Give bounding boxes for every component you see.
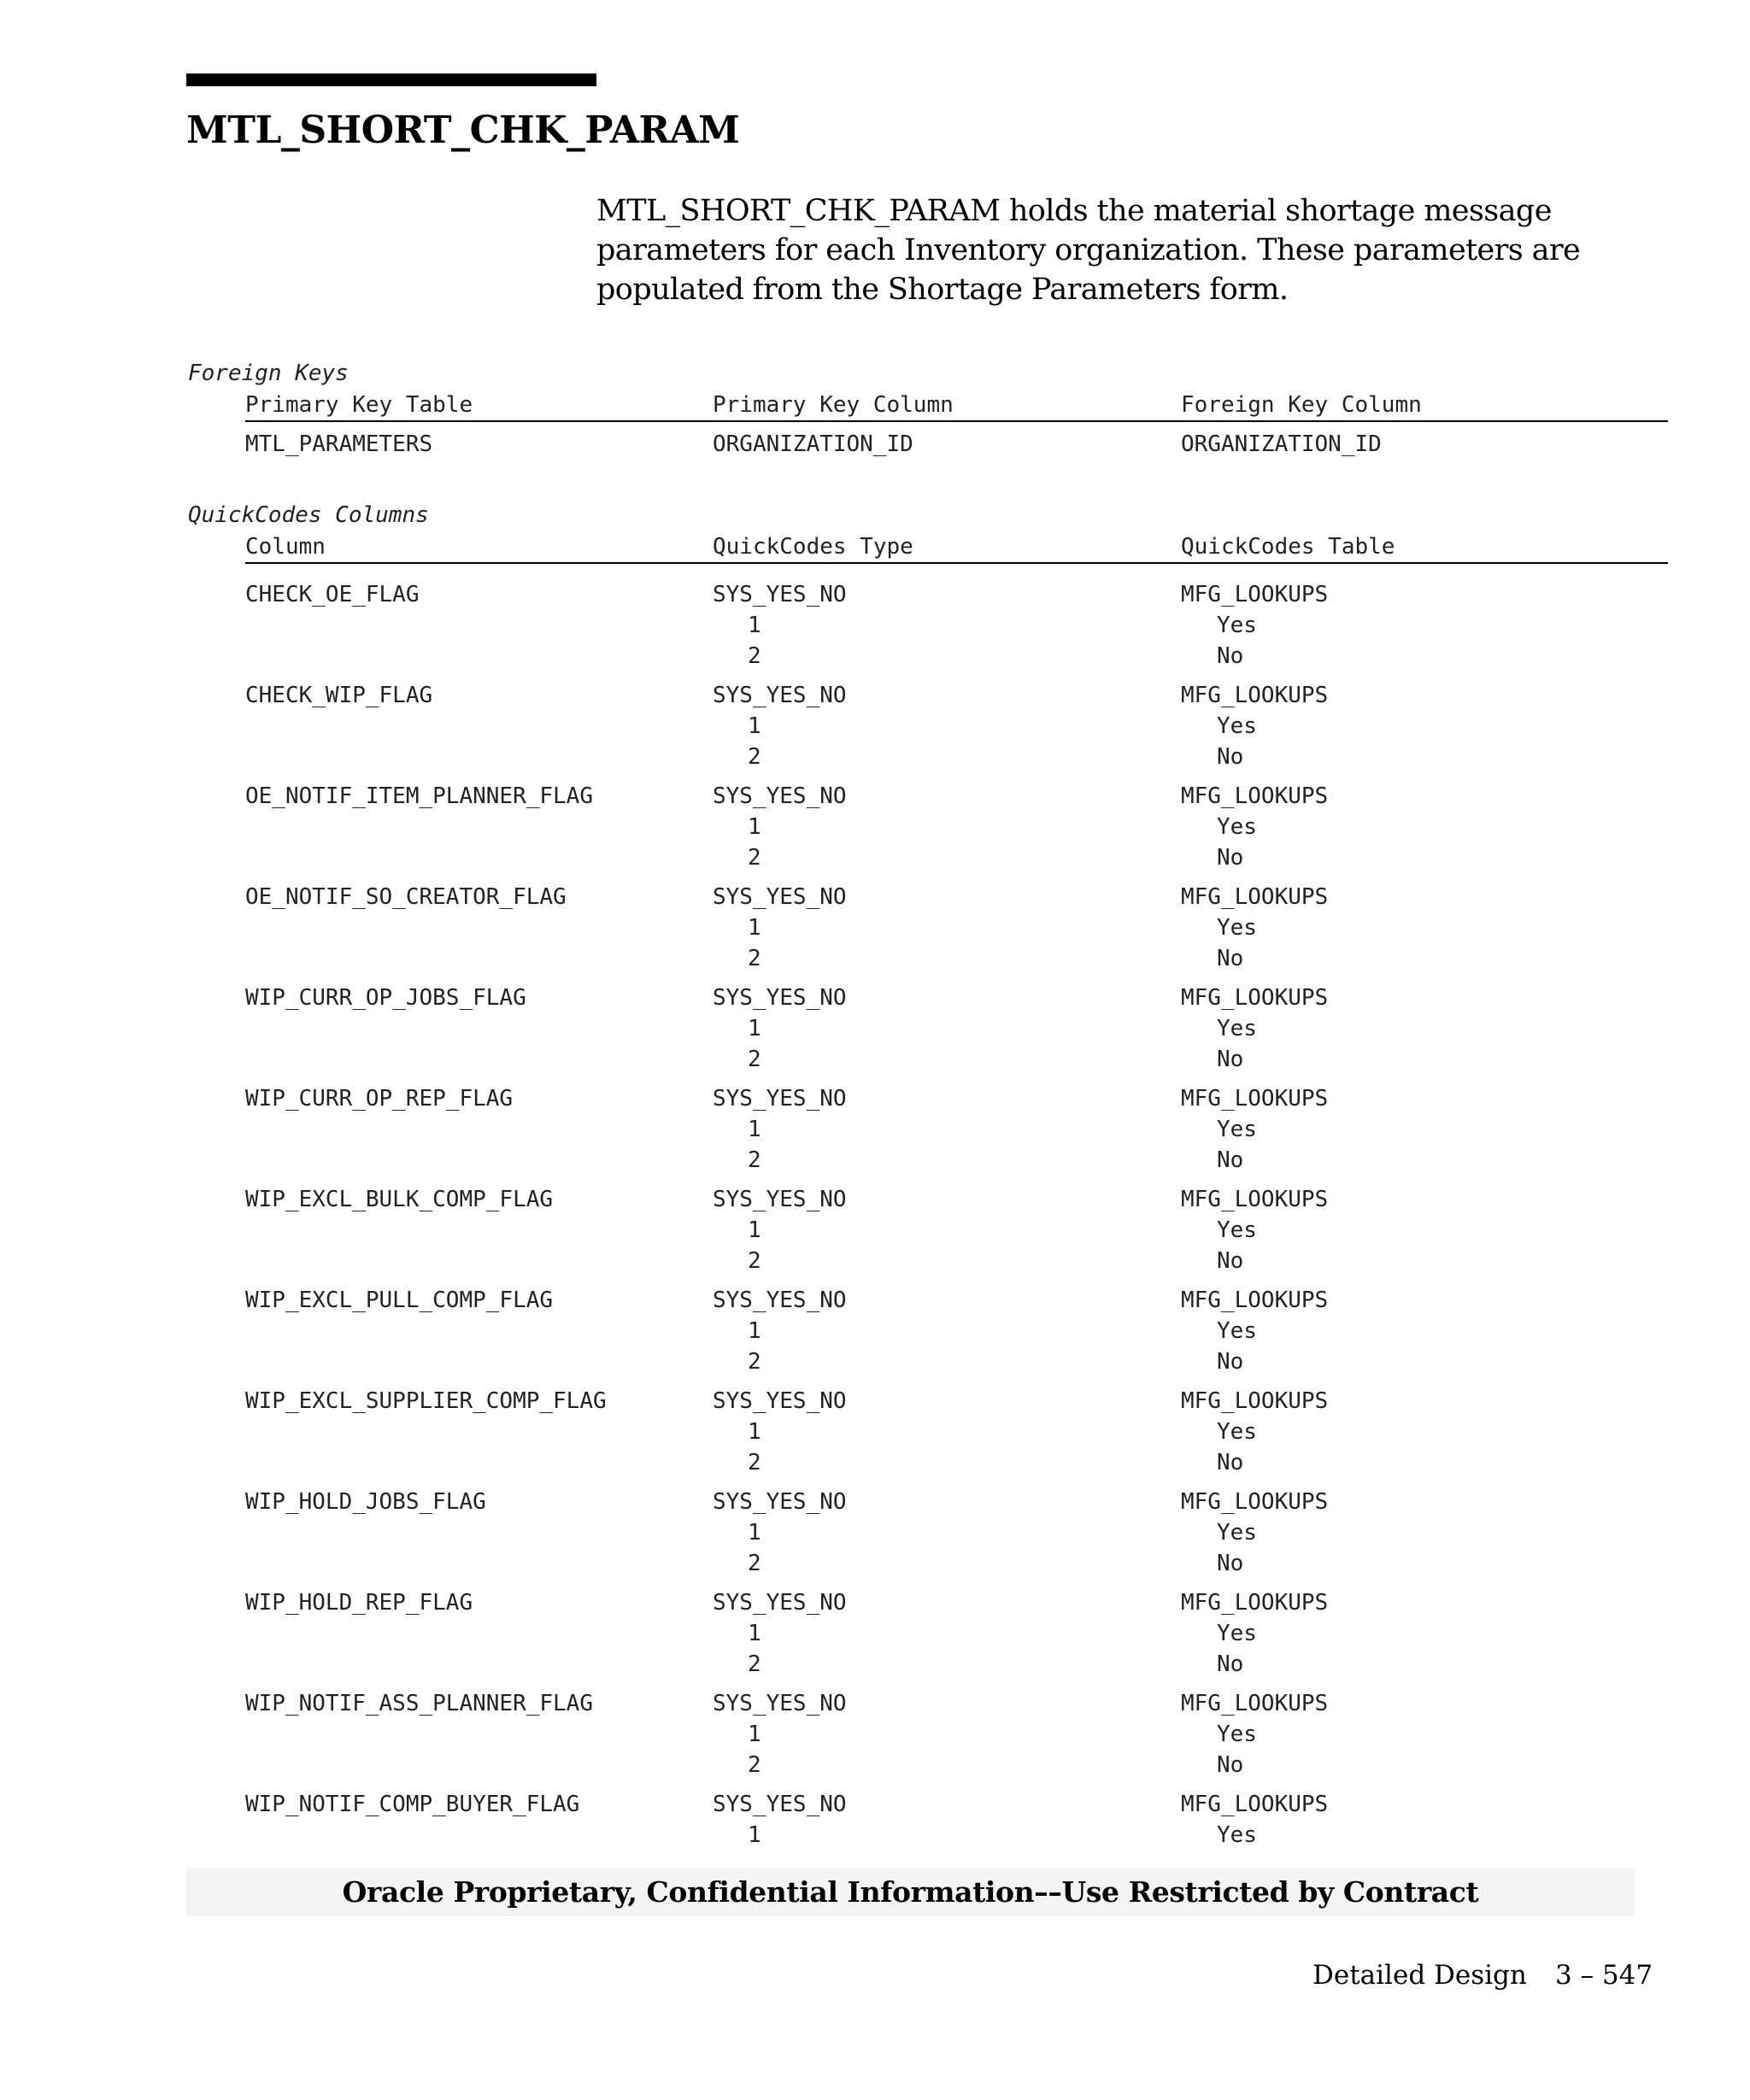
- quickcode-value-code: 1: [748, 1217, 761, 1243]
- quickcode-value-meaning: Yes: [1217, 1621, 1257, 1646]
- table-row: [245, 1083, 1668, 1184]
- quickcode-value-meaning: Yes: [1217, 1117, 1257, 1142]
- quickcode-column-name: CHECK_WIP_FLAG: [245, 683, 433, 708]
- quickcode-type: SYS_YES_NO: [713, 1288, 847, 1313]
- quickcodes-label: QuickCodes Columns: [188, 502, 429, 528]
- quickcode-table: MFG_LOOKUPS: [1181, 1388, 1329, 1414]
- quickcode-column-name: WIP_EXCL_BULK_COMP_FLAG: [245, 1187, 554, 1212]
- quickcode-value-line: [245, 1246, 1668, 1276]
- fk-foreign-column: ORGANIZATION_ID: [1181, 431, 1382, 457]
- quickcode-value-meaning: Yes: [1217, 713, 1257, 739]
- quickcode-main-line: [245, 781, 1668, 812]
- quickcode-main-line: [245, 983, 1668, 1013]
- quickcode-value-line: [245, 1114, 1668, 1145]
- quickcode-column-name: WIP_CURR_OP_JOBS_FLAG: [245, 985, 526, 1011]
- quickcode-table: MFG_LOOKUPS: [1181, 1086, 1329, 1112]
- quickcode-value-meaning: No: [1217, 1147, 1244, 1173]
- quickcode-column-name: OE_NOTIF_ITEM_PLANNER_FLAG: [245, 783, 593, 809]
- header-primary-key-column: Primary Key Column: [713, 392, 954, 418]
- quickcodes-table: [245, 531, 1668, 1890]
- quickcode-value-code: 1: [748, 1117, 761, 1142]
- quickcode-table: MFG_LOOKUPS: [1181, 1792, 1329, 1817]
- quickcode-value-meaning: Yes: [1217, 1520, 1257, 1546]
- table-row: [245, 579, 1668, 680]
- quickcode-value-line: [245, 1548, 1668, 1579]
- table-row: [245, 1688, 1668, 1789]
- quickcode-value-line: [245, 912, 1668, 943]
- quickcode-value-line: [245, 812, 1668, 842]
- quickcode-value-line: [245, 1820, 1668, 1851]
- quickcode-column-name: WIP_NOTIF_ASS_PLANNER_FLAG: [245, 1691, 593, 1716]
- quickcode-column-name: WIP_EXCL_SUPPLIER_COMP_FLAG: [245, 1388, 607, 1414]
- quickcode-value-line: [245, 943, 1668, 974]
- quickcode-value-line: [245, 1719, 1668, 1750]
- header-quickcodes-type: QuickCodes Type: [713, 534, 913, 560]
- quickcode-column-name: WIP_CURR_OP_REP_FLAG: [245, 1086, 514, 1112]
- quickcode-type: SYS_YES_NO: [713, 1590, 847, 1616]
- quickcode-column-name: WIP_NOTIF_COMP_BUYER_FLAG: [245, 1792, 580, 1817]
- quickcode-value-line: [245, 610, 1668, 641]
- quickcode-value-meaning: Yes: [1217, 1822, 1257, 1848]
- quickcode-value-code: 2: [748, 1752, 761, 1778]
- quickcode-value-code: 1: [748, 1318, 761, 1344]
- quickcode-column-name: WIP_EXCL_PULL_COMP_FLAG: [245, 1288, 554, 1313]
- header-foreign-key-column: Foreign Key Column: [1181, 392, 1422, 418]
- quickcode-value-line: [245, 1649, 1668, 1680]
- quickcode-table: MFG_LOOKUPS: [1181, 985, 1329, 1011]
- header-quickcodes-table: QuickCodes Table: [1181, 534, 1395, 560]
- quickcode-type: SYS_YES_NO: [713, 683, 847, 708]
- quickcode-table: MFG_LOOKUPS: [1181, 1691, 1329, 1716]
- quickcode-value-meaning: No: [1217, 1450, 1244, 1475]
- quickcode-value-code: 1: [748, 1520, 761, 1546]
- page-title: MTL_SHORT_CHK_PARAM: [186, 109, 740, 152]
- quickcode-value-meaning: No: [1217, 1551, 1244, 1576]
- quickcodes-header: [245, 531, 1668, 564]
- quickcode-main-line: [245, 1789, 1668, 1820]
- header-primary-key-table: Primary Key Table: [245, 392, 473, 418]
- quickcode-main-line: [245, 1184, 1668, 1215]
- footer-section-name: Detailed Design: [1312, 1960, 1527, 1991]
- quickcode-value-line: [245, 1447, 1668, 1478]
- table-row: [245, 781, 1668, 882]
- quickcode-main-line: [245, 579, 1668, 610]
- quickcode-value-line: [245, 1750, 1668, 1780]
- quickcode-main-line: [245, 1285, 1668, 1316]
- quickcode-type: SYS_YES_NO: [713, 582, 847, 607]
- quickcode-type: SYS_YES_NO: [713, 1489, 847, 1515]
- quickcode-type: SYS_YES_NO: [713, 884, 847, 910]
- quickcode-column-name: OE_NOTIF_SO_CREATOR_FLAG: [245, 884, 567, 910]
- quickcode-value-code: 1: [748, 613, 761, 638]
- quickcode-value-code: 1: [748, 713, 761, 739]
- header-column: Column: [245, 534, 326, 560]
- quickcode-value-meaning: Yes: [1217, 613, 1257, 638]
- quickcode-value-line: [245, 1044, 1668, 1075]
- quickcode-value-code: 2: [748, 1349, 761, 1375]
- quickcode-value-line: [245, 842, 1668, 873]
- quickcode-main-line: [245, 680, 1668, 711]
- table-row: [245, 680, 1668, 781]
- page-number: 3 – 547: [1555, 1960, 1653, 1991]
- quickcode-value-meaning: Yes: [1217, 1217, 1257, 1243]
- quickcode-value-line: [245, 1013, 1668, 1044]
- quickcodes-rows: [245, 579, 1668, 1890]
- quickcode-value-line: [245, 1215, 1668, 1246]
- quickcode-value-code: 2: [748, 1450, 761, 1475]
- quickcode-value-line: [245, 711, 1668, 742]
- quickcode-type: SYS_YES_NO: [713, 985, 847, 1011]
- table-row: [245, 1386, 1668, 1487]
- quickcode-value-line: [245, 742, 1668, 772]
- table-row: [245, 1184, 1668, 1285]
- quickcode-value-code: 2: [748, 1651, 761, 1677]
- table-row: [245, 1487, 1668, 1587]
- quickcode-value-meaning: No: [1217, 946, 1244, 971]
- quickcode-value-line: [245, 1417, 1668, 1447]
- quickcode-value-line: [245, 1346, 1668, 1377]
- quickcode-table: MFG_LOOKUPS: [1181, 1489, 1329, 1515]
- quickcode-column-name: CHECK_OE_FLAG: [245, 582, 420, 607]
- quickcode-value-meaning: No: [1217, 1752, 1244, 1778]
- quickcode-value-line: [245, 1618, 1668, 1649]
- quickcode-value-line: [245, 1316, 1668, 1346]
- quickcode-value-code: 2: [748, 1047, 761, 1072]
- quickcode-value-code: 2: [748, 946, 761, 971]
- table-description: MTL_SHORT_CHK_PARAM holds the material shortage message parameters for each Inventory organization. These parameters are populated from the Shortage Parameters form.: [596, 194, 1581, 307]
- foreign-keys-label: Foreign Keys: [188, 361, 349, 386]
- quickcode-value-code: 1: [748, 1822, 761, 1848]
- quickcode-value-meaning: No: [1217, 643, 1244, 669]
- table-row: [245, 882, 1668, 983]
- quickcode-value-line: [245, 641, 1668, 672]
- fk-primary-column: ORGANIZATION_ID: [713, 431, 913, 457]
- quickcode-type: SYS_YES_NO: [713, 1086, 847, 1112]
- quickcode-value-code: 1: [748, 1419, 761, 1445]
- quickcode-main-line: [245, 1386, 1668, 1417]
- quickcode-value-code: 1: [748, 915, 761, 941]
- quickcode-type: SYS_YES_NO: [713, 1388, 847, 1414]
- table-row: [245, 983, 1668, 1083]
- foreign-keys-header: [245, 390, 1668, 422]
- quickcode-value-code: 2: [748, 845, 761, 871]
- quickcode-value-code: 1: [748, 1621, 761, 1646]
- quickcode-value-meaning: Yes: [1217, 1722, 1257, 1747]
- quickcode-value-code: 2: [748, 1551, 761, 1576]
- quickcode-value-line: [245, 1145, 1668, 1176]
- quickcode-table: MFG_LOOKUPS: [1181, 1288, 1329, 1313]
- quickcode-type: SYS_YES_NO: [713, 1187, 847, 1212]
- quickcode-value-code: 2: [748, 643, 761, 669]
- confidential-notice: Oracle Proprietary, Confidential Information––Use Restricted by Contract: [186, 1868, 1635, 1916]
- quickcode-main-line: [245, 1587, 1668, 1618]
- quickcode-value-meaning: Yes: [1217, 1016, 1257, 1041]
- quickcode-column-name: WIP_HOLD_JOBS_FLAG: [245, 1489, 486, 1515]
- table-row: [245, 1587, 1668, 1688]
- quickcode-table: MFG_LOOKUPS: [1181, 884, 1329, 910]
- quickcode-type: SYS_YES_NO: [713, 1792, 847, 1817]
- table-row: [245, 1285, 1668, 1386]
- quickcode-value-meaning: No: [1217, 845, 1244, 871]
- quickcode-value-meaning: No: [1217, 744, 1244, 770]
- quickcode-value-meaning: Yes: [1217, 915, 1257, 941]
- quickcode-type: SYS_YES_NO: [713, 1691, 847, 1716]
- quickcode-table: MFG_LOOKUPS: [1181, 683, 1329, 708]
- quickcode-table: MFG_LOOKUPS: [1181, 783, 1329, 809]
- fk-primary-table: MTL_PARAMETERS: [245, 431, 433, 457]
- quickcode-value-code: 2: [748, 1147, 761, 1173]
- table-row: [245, 429, 1668, 460]
- quickcode-value-meaning: No: [1217, 1248, 1244, 1274]
- quickcode-value-meaning: Yes: [1217, 814, 1257, 840]
- quickcode-value-meaning: Yes: [1217, 1419, 1257, 1445]
- quickcode-value-code: 1: [748, 1722, 761, 1747]
- quickcode-table: MFG_LOOKUPS: [1181, 582, 1329, 607]
- quickcode-value-meaning: Yes: [1217, 1318, 1257, 1344]
- foreign-keys-table: [245, 390, 1668, 460]
- quickcode-type: SYS_YES_NO: [713, 783, 847, 809]
- quickcode-value-meaning: No: [1217, 1349, 1244, 1375]
- quickcode-main-line: [245, 882, 1668, 912]
- quickcode-table: MFG_LOOKUPS: [1181, 1590, 1329, 1616]
- quickcode-value-code: 2: [748, 744, 761, 770]
- quickcode-value-code: 1: [748, 1016, 761, 1041]
- quickcode-main-line: [245, 1487, 1668, 1517]
- quickcode-value-code: 1: [748, 814, 761, 840]
- quickcode-value-meaning: No: [1217, 1047, 1244, 1072]
- quickcode-main-line: [245, 1083, 1668, 1114]
- quickcode-main-line: [245, 1688, 1668, 1719]
- top-rule: [186, 73, 596, 86]
- quickcode-column-name: WIP_HOLD_REP_FLAG: [245, 1590, 473, 1616]
- quickcode-value-line: [245, 1517, 1668, 1548]
- quickcode-table: MFG_LOOKUPS: [1181, 1187, 1329, 1212]
- quickcode-value-code: 2: [748, 1248, 761, 1274]
- quickcode-value-meaning: No: [1217, 1651, 1244, 1677]
